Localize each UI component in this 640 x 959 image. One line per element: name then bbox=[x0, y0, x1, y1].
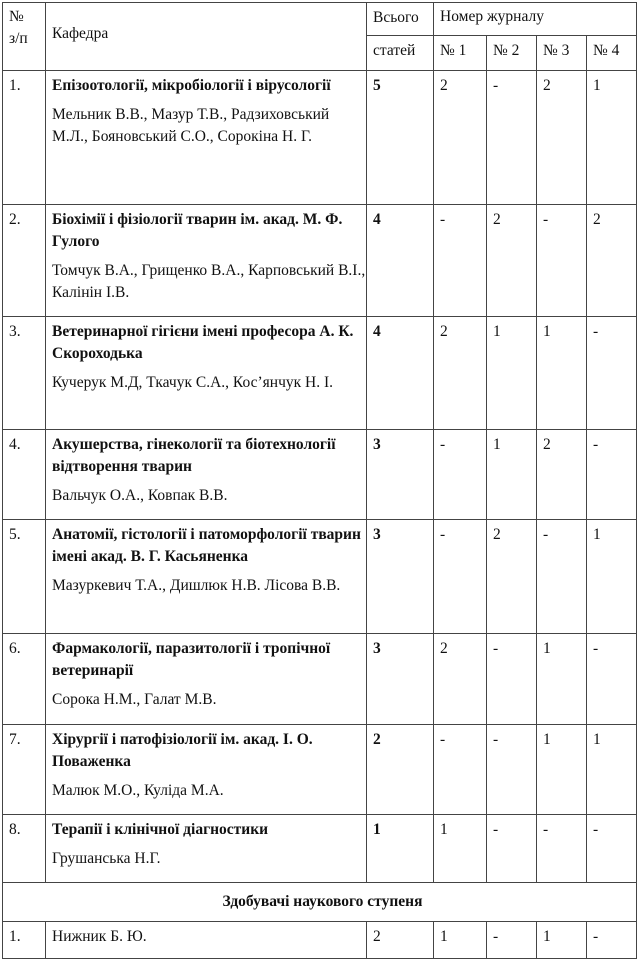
issue-value: 2 bbox=[487, 520, 537, 634]
issue-value: 2 bbox=[537, 430, 587, 520]
department-name: Анатомії, гістології і патоморфології тварин імені акад. В. Г. Касьяненка bbox=[52, 526, 361, 565]
department-cell bbox=[46, 725, 367, 815]
publications-table bbox=[2, 2, 637, 959]
header-issue: № 1 bbox=[434, 36, 487, 71]
issue-value: - bbox=[587, 922, 637, 959]
header-issue: № 2 bbox=[487, 36, 537, 71]
issue-value: 1 bbox=[587, 725, 637, 815]
header-num-cell bbox=[3, 3, 46, 71]
department-authors: Сорока Н.М., Галат М.В. bbox=[52, 691, 217, 708]
section-header-row bbox=[3, 883, 637, 922]
row-index: 8. bbox=[3, 815, 46, 883]
issue-value: 2 bbox=[537, 71, 587, 205]
table-row bbox=[3, 430, 637, 520]
header-issue: № 3 bbox=[537, 36, 587, 71]
total-count: 2 bbox=[367, 725, 434, 815]
issue-value: 2 bbox=[434, 71, 487, 205]
row-index: 1. bbox=[3, 922, 46, 959]
department-authors: Мельник В.В., Мазур Т.В., Радзиховський М.Л., Бояновський С.О., Сорокіна Н. Г. bbox=[52, 106, 330, 145]
table-row bbox=[3, 71, 637, 205]
total-count: 2 bbox=[367, 922, 434, 959]
issue-value: - bbox=[487, 725, 537, 815]
row-index: 7. bbox=[3, 725, 46, 815]
department-name: Хірургії і патофізіології ім. акад. І. О. Поваженка bbox=[52, 731, 313, 770]
header-num-sub: з/п bbox=[9, 30, 28, 47]
header-total: Всього bbox=[367, 3, 434, 36]
issue-value: 1 bbox=[434, 922, 487, 959]
issue-value: - bbox=[487, 71, 537, 205]
department-name: Ветеринарної гігієни імені професора А. К. Скороходька bbox=[52, 323, 354, 362]
department-cell bbox=[46, 520, 367, 634]
issue-value: - bbox=[587, 317, 637, 430]
issue-value: - bbox=[587, 634, 637, 725]
table-row bbox=[3, 205, 637, 317]
issue-value: - bbox=[587, 815, 637, 883]
total-count: 4 bbox=[367, 205, 434, 317]
table-row bbox=[3, 815, 637, 883]
department-name: Терапії і клінічної діагностики bbox=[52, 821, 269, 838]
issue-value: - bbox=[434, 430, 487, 520]
table-row bbox=[3, 520, 637, 634]
department-authors: Вальчук О.А., Ковпак В.В. bbox=[52, 487, 228, 504]
department-cell bbox=[46, 815, 367, 883]
department-authors: Мазуркевич Т.А., Дишлюк Н.В. Лісова В.В. bbox=[52, 577, 341, 594]
row-index: 3. bbox=[3, 317, 46, 430]
department-name: Акушерства, гінекології та біотехнології відтворення тварин bbox=[52, 436, 336, 475]
table-row bbox=[3, 634, 637, 725]
issue-value: 2 bbox=[587, 205, 637, 317]
total-count: 3 bbox=[367, 634, 434, 725]
header-num: № bbox=[9, 8, 24, 25]
total-count: 5 bbox=[367, 71, 434, 205]
issue-value: 1 bbox=[537, 634, 587, 725]
issue-value: - bbox=[537, 815, 587, 883]
header-department: Кафедра bbox=[46, 3, 367, 71]
department-authors: Томчук В.А., Грищенко В.А., Карповський В.І., Калінін І.В. bbox=[52, 262, 366, 301]
department-name: Епізоотології, мікробіології і вірусології bbox=[52, 77, 331, 94]
issue-value: - bbox=[587, 430, 637, 520]
department-authors: Грушанська Н.Г. bbox=[52, 850, 161, 867]
issue-value: 2 bbox=[487, 205, 537, 317]
total-count: 4 bbox=[367, 317, 434, 430]
issue-value: 1 bbox=[537, 317, 587, 430]
header-row bbox=[3, 3, 637, 36]
issue-value: - bbox=[537, 520, 587, 634]
row-index: 1. bbox=[3, 71, 46, 205]
issue-value: - bbox=[487, 634, 537, 725]
row-index: 5. bbox=[3, 520, 46, 634]
issue-value: - bbox=[487, 922, 537, 959]
total-count: 1 bbox=[367, 815, 434, 883]
header-total-sub: статей bbox=[367, 36, 434, 71]
department-authors: Кучерук М.Д, Ткачук С.А., Кос’янчук Н. І. bbox=[52, 374, 333, 391]
applicant-name: Нижник Б. Ю. bbox=[46, 922, 367, 959]
table-row bbox=[3, 725, 637, 815]
total-count: 3 bbox=[367, 430, 434, 520]
issue-value: 1 bbox=[587, 71, 637, 205]
header-journal: Номер журналу bbox=[434, 3, 637, 36]
department-name: Біохімії і фізіології тварин ім. акад. М. Ф. Гулого bbox=[52, 211, 343, 250]
department-cell bbox=[46, 317, 367, 430]
issue-value: 1 bbox=[434, 815, 487, 883]
table-row bbox=[3, 922, 637, 959]
row-index: 4. bbox=[3, 430, 46, 520]
issue-value: 1 bbox=[487, 317, 537, 430]
issue-value: 1 bbox=[537, 725, 587, 815]
department-cell bbox=[46, 634, 367, 725]
table-row bbox=[3, 317, 637, 430]
issue-value: 1 bbox=[487, 430, 537, 520]
issue-value: 2 bbox=[434, 317, 487, 430]
issue-value: - bbox=[434, 205, 487, 317]
department-cell bbox=[46, 71, 367, 205]
section-title: Здобувачі наукового ступеня bbox=[3, 883, 637, 922]
department-name: Фармакології, паразитології і тропічної ветеринарії bbox=[52, 640, 331, 679]
total-count: 3 bbox=[367, 520, 434, 634]
row-index: 6. bbox=[3, 634, 46, 725]
department-cell bbox=[46, 205, 367, 317]
issue-value: - bbox=[434, 520, 487, 634]
issue-value: - bbox=[537, 205, 587, 317]
row-index: 2. bbox=[3, 205, 46, 317]
department-cell bbox=[46, 430, 367, 520]
issue-value: - bbox=[487, 815, 537, 883]
issue-value: - bbox=[434, 725, 487, 815]
department-authors: Малюк М.О., Куліда М.А. bbox=[52, 782, 224, 799]
issue-value: 1 bbox=[587, 520, 637, 634]
issue-value: 2 bbox=[434, 634, 487, 725]
issue-value: 1 bbox=[537, 922, 587, 959]
header-issue: № 4 bbox=[587, 36, 637, 71]
